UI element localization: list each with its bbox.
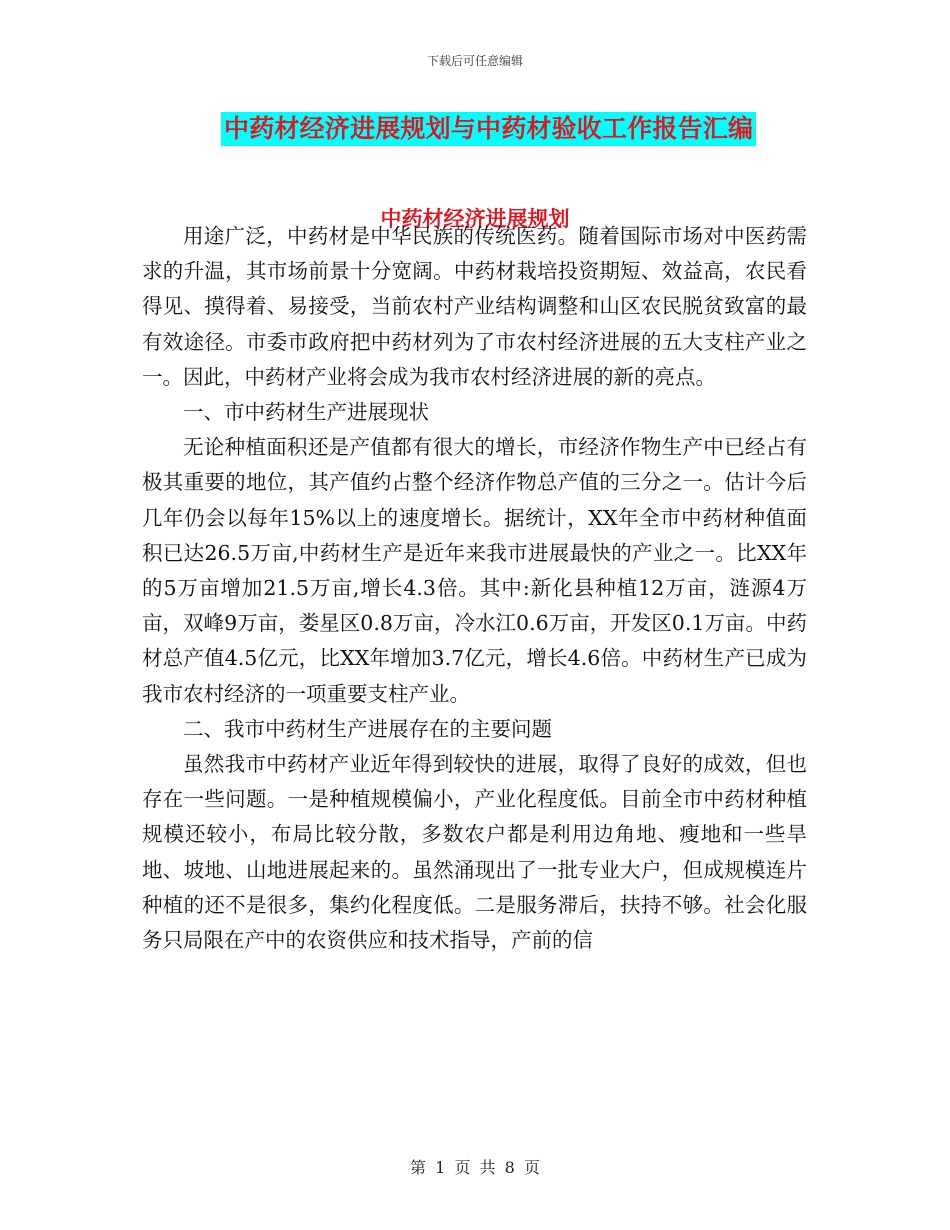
total-pages-number: 8 [504,1158,515,1177]
heading-main-problems: 二、我市中药材生产进展存在的主要问题 [183,716,552,741]
section-title: 中药材经济进展规划 [380,206,570,231]
page-label-mid1: 页 [454,1158,471,1177]
page-footer [0,1155,950,1178]
current-page-number: 1 [435,1158,446,1177]
page-label-mid2: 共 [479,1158,496,1177]
page-label-suffix: 页 [523,1158,540,1177]
paragraph-intro: 用途广泛，中药材是中华民族的传统医药。随着国际市场对中医药需求的升温，其市场前景十分宽阔。中药材栽培投资期短、效益高，农民看得见、摸得着、易接受，当前农村产业结构调整和山区农民脱贫致富的最有效途径。市委市政府把中药材列为了市农村经济进展的五大支柱产业之一。因此，中药材产业将会成为我市农村经济进展的新的亮点。 [142,224,807,389]
page-label-prefix: 第 [410,1158,427,1177]
header-note: 下载后可任意编辑 [426,54,523,68]
paragraph-current-status: 无论种植面积还是产值都有很大的增长，市经济作物生产中已经占有极其重要的地位，其产值约占整个经济作物总产值的三分之一。估计今后几年仍会以每年15%以上的速度增长。据统计，XX年全市中药材种值面积已达26.5万亩,中药材生产是近年来我市进展最快的产业之一。比XX年的5万亩增加21.5万亩,增长4.3倍。其中:新化县种植12万亩，涟源4万亩，双峰9万亩，娄星区0.8万亩，冷水江0.6万亩，开发区0.1万亩。中药材总产值4.5亿元，比XX年增加3.7亿元，增长4.6倍。中药材生产已成为我市农村经济的一项重要支柱产业。 [142,435,807,706]
heading-current-status: 一、市中药材生产进展现状 [183,400,429,425]
paragraph-main-problems: 虽然我市中药材产业近年得到较快的进展，取得了良好的成效，但也存在一些问题。一是种植规模偏小，产业化程度低。目前全市中药材种植规模还较小，布局比较分散，多数农户都是利用边角地、瘦地和一些旱地、坡地、山地进展起来的。虽然涌现出了一批专业大户，但成规模连片种植的还不是很多，集约化程度低。二是服务滞后，扶持不够。社会化服务只局限在产中的农资供应和技术指导，产前的信 [142,752,807,953]
document-body [142,219,807,958]
document-title: 中药材经济进展规划与中药材验收工作报告汇编 [221,112,756,146]
